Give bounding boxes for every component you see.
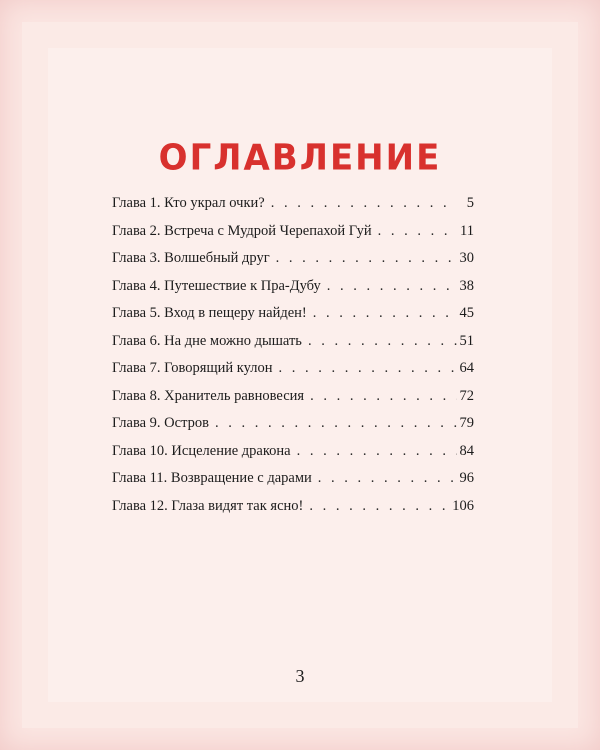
toc-entry-page: 5 — [466, 195, 474, 211]
toc-entry[interactable] — [112, 360, 474, 388]
toc-leader-dots — [215, 415, 457, 432]
toc-entry-title: Глава 8. Хранитель равновесия — [112, 387, 305, 404]
toc-leader-dots — [327, 278, 457, 295]
toc-entry[interactable] — [112, 443, 474, 471]
toc-entry[interactable] — [112, 470, 474, 498]
toc-entry-page: 51 — [459, 332, 474, 349]
toc-leader-dots — [313, 305, 457, 322]
toc-entry-page: 72 — [459, 387, 474, 404]
toc-entry[interactable] — [112, 498, 474, 526]
toc-entry-title: Глава 9. Остров — [112, 415, 209, 431]
toc-leader-dots — [276, 250, 457, 267]
toc-leader-dots — [318, 470, 457, 487]
toc-leader-dots — [297, 443, 457, 460]
toc-entry-title: Глава 7. Говорящий кулон — [112, 360, 273, 376]
toc-entry[interactable] — [112, 305, 474, 333]
toc-entry-page: 64 — [459, 360, 474, 376]
toc-entry-page: 79 — [459, 415, 474, 431]
toc-leader-dots — [309, 498, 449, 515]
toc-leader-dots — [378, 223, 457, 240]
toc-entry-page: 106 — [452, 497, 474, 514]
toc-leader-dots — [308, 333, 457, 350]
toc-entry-title: Глава 4. Путешествие к Пра-Дубу — [112, 277, 321, 294]
toc-entry[interactable] — [112, 333, 474, 361]
page-title: ОГЛАВЛЕНИЕ — [158, 137, 442, 179]
toc-entry[interactable] — [112, 278, 474, 306]
toc-entry-title: Глава 1. Кто украл очки? — [112, 195, 265, 211]
toc-entry-title: Глава 5. Вход в пещеру найден! — [112, 305, 307, 321]
toc-leader-dots — [271, 195, 457, 212]
toc-leader-dots — [310, 388, 456, 405]
toc-entry-title: Глава 11. Возвращение с дарами — [112, 470, 312, 486]
toc-entry[interactable] — [112, 388, 474, 416]
toc-entry[interactable] — [112, 223, 474, 251]
toc-entry[interactable] — [112, 195, 474, 223]
table-of-contents — [112, 195, 474, 525]
toc-entry-title: Глава 10. Исцеление дракона — [112, 442, 291, 459]
toc-entry[interactable] — [112, 415, 474, 443]
toc-entry-page: 84 — [459, 442, 474, 459]
toc-entry-title: Глава 6. На дне можно дышать — [112, 332, 302, 349]
page-number: 3 — [295, 666, 305, 686]
toc-entry-page: 96 — [459, 470, 474, 486]
toc-leader-dots — [278, 360, 456, 377]
toc-entry-page: 11 — [460, 222, 474, 239]
toc-entry-page: 45 — [459, 305, 474, 321]
toc-entry-page: 38 — [459, 277, 474, 294]
toc-entry-title: Глава 2. Встреча с Мудрой Черепахой Гуй — [112, 222, 372, 239]
toc-entry-title: Глава 3. Волшебный друг — [112, 250, 270, 266]
toc-entry-title: Глава 12. Глаза видят так ясно! — [112, 497, 304, 514]
toc-entry[interactable] — [112, 250, 474, 278]
toc-entry-page: 30 — [459, 250, 474, 266]
